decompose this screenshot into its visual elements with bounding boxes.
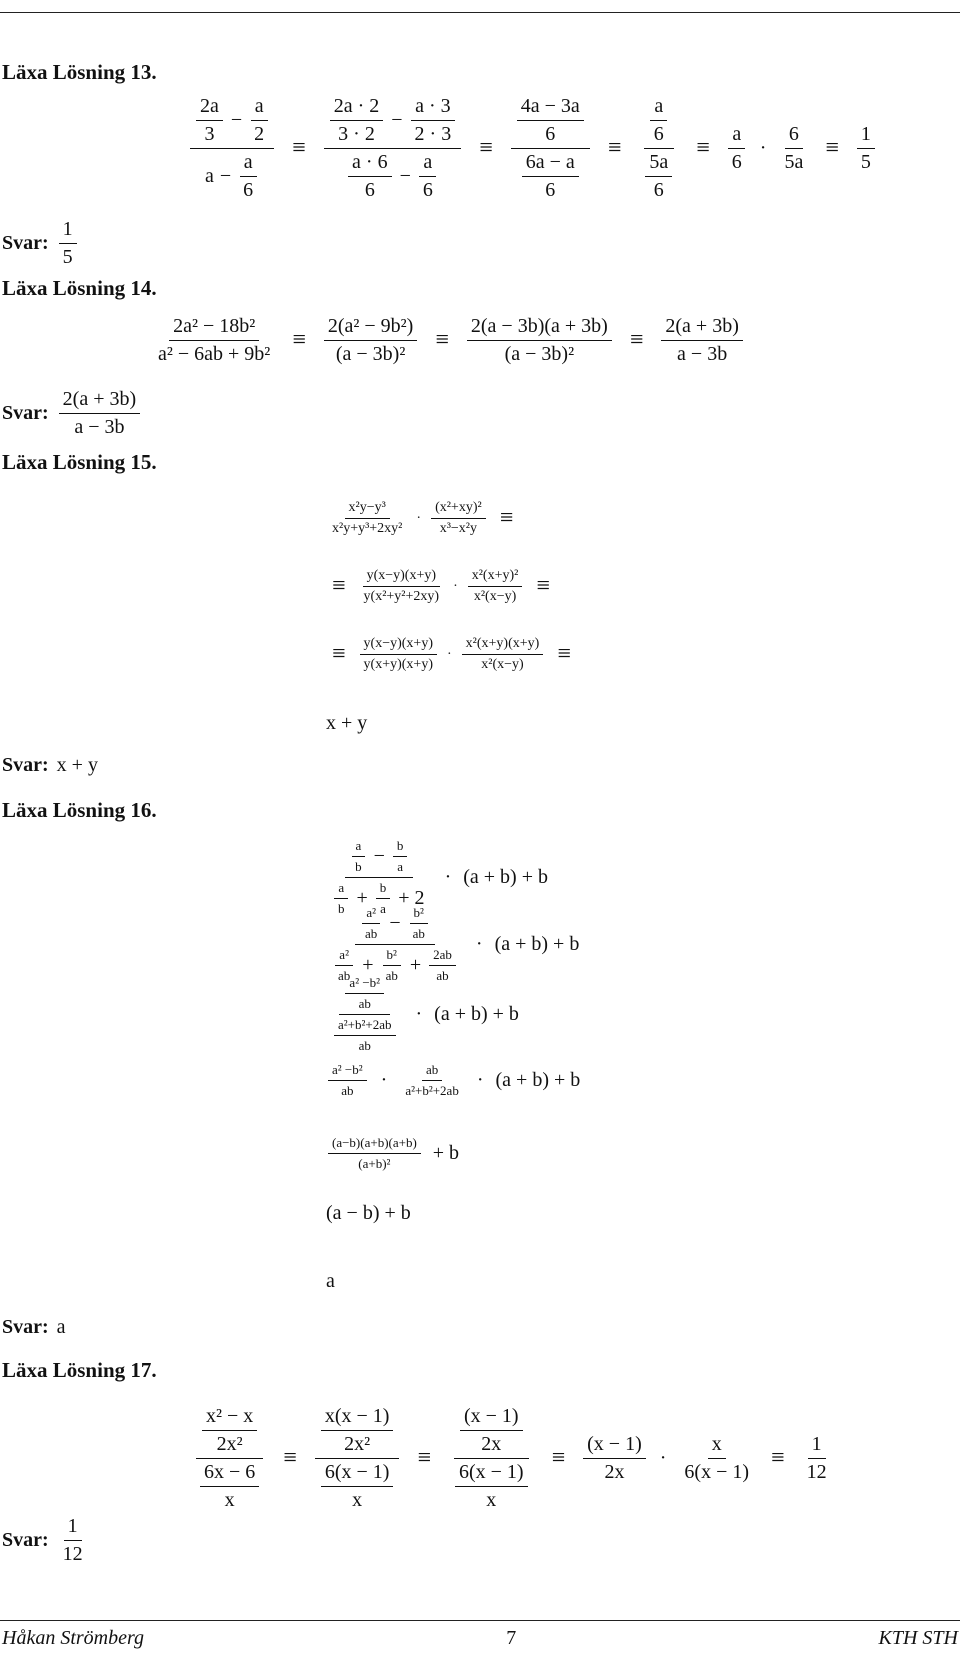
equation-16-row-5: $\frac{(a-b)(a+b)(a+b)}{\text{(a+b)²}}$ + b — [326, 1135, 459, 1172]
equation-15-row-4: x + y — [326, 712, 368, 734]
answer-17: Svar: $\frac{1}{12}$ — [2, 1515, 83, 1565]
footer-rule — [0, 1620, 960, 1621]
footer-author: Håkan Strömberg — [2, 1627, 145, 1649]
heading-17: Läxa Lösning 17. — [2, 1358, 157, 1382]
equation-16-row-7: a — [326, 1270, 335, 1292]
page-footer — [0, 1627, 960, 1650]
equation-15-row-1: $\frac{\text{x²y−y³}}{\text{x²y+y³+2xy²}}$ · $\frac{\text{(x²+xy)²}}{\text{x³−x²y}}$ ≡ — [332, 500, 514, 536]
frac-13-2: $\frac{2a \cdot 2}{3 \cdot 2}$ − $\frac{a \cdot 3}{2 \cdot 3}$ $\frac{a \cdot 6}{6}$ − $\frac{a}{6}$ — [324, 95, 462, 202]
equation-16-row-1: $\frac{a}{b}$ − $\frac{b}{a}$ $\frac{a}{b}$ + $\frac{b}{a}$ + 2 · (a + b) + b — [326, 838, 548, 917]
frac-13-1: $\frac{2a}{3}$ − $\frac{a}{2}$ a − $\frac{a}{6}$ — [190, 95, 274, 202]
heading-15: Läxa Lösning 15. — [2, 450, 157, 474]
heading-16: Läxa Lösning 16. — [2, 798, 157, 822]
answer-16: Svar: a — [2, 1316, 66, 1338]
equation-14: $\frac{\text{2a² − 18b²}}{\text{a² − 6ab + 9b²}}$ ≡ $\frac{\text{2(a² − 9b²)}}{\text{(a − 3b)²}}$ ≡ $\frac{2(a - 3b)(a + 3b)}{\text{(a − 3b)²}}$ ≡ $\frac{2(a + 3b)}{a - 3b}$ — [152, 315, 745, 366]
equation-16-row-6: (a − b) + b — [326, 1202, 411, 1224]
answer-13: Svar: $\frac{1}{5}$ — [2, 218, 79, 269]
frac-13-4: $\frac{\frac{a}{6}}{\frac{5a}{6}}$ — [639, 95, 678, 202]
header-rule — [0, 12, 960, 13]
equation-16-row-3: $\frac{\frac{\text{a² −b²}}{ab}}{\frac{\text{a²+b²+2ab}}{ab}}$ · (a + b) + b — [326, 975, 519, 1054]
frac-13-3: $\frac{\frac{4a - 3a}{6}}{\frac{6a - a}{6}}$ — [511, 95, 590, 202]
footer-org: KTH STH — [878, 1627, 958, 1649]
page-number: 7 — [506, 1627, 517, 1649]
heading-14: Läxa Lösning 14. — [2, 276, 157, 300]
equation-17: $\frac{\frac{\text{x² − x}}{\text{2x²}}}{\frac{6x - 6}{x}}$ ≡ $\frac{\frac{x(x - 1)}{\text{2x²}}}{\frac{6(x - 1)}{x}}$ ≡ $\frac{\frac{(x - 1)}{2x}}{\frac{6(x - 1)}{x}}$ ≡ $\frac{(x - 1)}{2x}$ · $\frac{x}{6(x - 1)}$ ≡ $\frac{1}{12}$ — [192, 1405, 833, 1512]
equation-13: $\frac{2a}{3}$ − $\frac{a}{2}$ a − $\frac{a}{6}$ ≡ $\frac{2a \cdot 2}{3 \cdot 2}$ − $\frac{a \cdot 3}{2 \cdot 3}$ $\frac{a \cdot 6}{6}$ − $\frac{a}{6}$ ≡ $\frac{\frac{4a - 3a}{6}}{\frac{6a - a}{6}}$ ≡ $\frac{\frac{a}{6}}{\frac{5a}{6}}$ ≡ $\frac{a}{6}$ · $\frac{6}{5a}$ ≡ $\frac{1}{5}$ — [188, 95, 877, 202]
equation-15-row-3: ≡ $\frac{y(x-y)(x+y)}{y(x+y)(x+y)}$ · $\frac{\text{x²(x+y)(x+y)}}{\text{x²(x−y)}}$ ≡ — [332, 636, 571, 672]
result-13: $\frac{1}{5}$ — [857, 123, 875, 174]
heading-13: Läxa Lösning 13. — [2, 60, 157, 84]
equation-16-row-4: $\frac{\text{a² −b²}}{ab}$ · $\frac{ab}{\text{a²+b²+2ab}}$ · (a + b) + b — [326, 1062, 580, 1099]
answer-14: Svar: $\frac{2(a + 3b)}{a - 3b}$ — [2, 388, 142, 439]
answer-15: Svar: x + y — [2, 754, 98, 776]
equation-16-row-2: $\frac{\text{a²}}{ab}$ − $\frac{\text{b²}}{ab}$ $\frac{\text{a²}}{ab}$ + $\frac{\text{b²}}{ab}$ + $\frac{2ab}{ab}$ · (a + b) + b — [326, 905, 579, 984]
equation-15-row-2: ≡ $\frac{y(x-y)(x+y)}{\text{y(x²+y²+2xy)}}$ · $\frac{\text{x²(x+y)²}}{\text{x²(x−y)}}$ ≡ — [332, 568, 550, 604]
